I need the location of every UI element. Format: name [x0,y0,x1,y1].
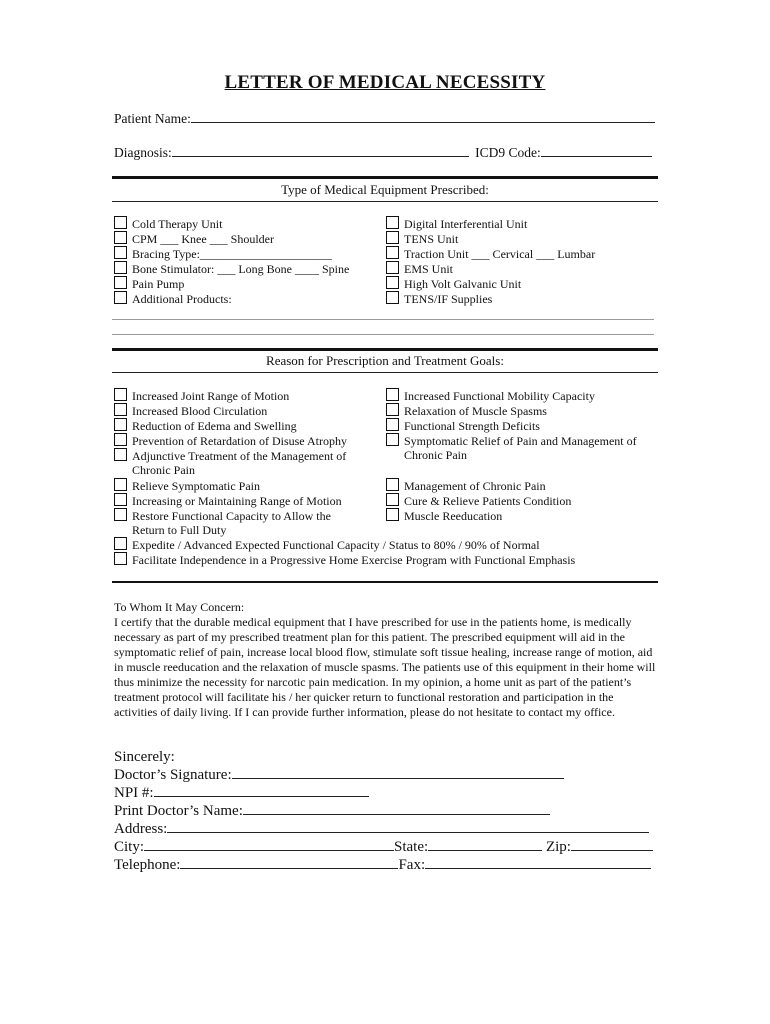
checkbox[interactable] [386,403,399,416]
checkbox-label: Chronic Pain [132,463,195,477]
city-input[interactable] [144,838,394,851]
checkbox[interactable] [114,388,127,401]
checkbox[interactable] [114,478,127,491]
checkbox-label: Traction Unit ___ Cervical ___ Lumbar [404,247,596,261]
letter-text: I certify that the durable medical equipment that I have prescribed for use in the patients home, is medically necessary as part of my prescribed treatment plan for this patient. The prescribed equipment will aid in the symptomatic relief of pain, increase local blood flow, stimulate soft tissue healing, increase range of motion, aid in muscle reeducation and the relaxation of muscle spasms. The patients use of this equipment in their home will thus minimize the necessity for narcotic pain medication. In my opinion, a home unit as part of the patient’s treatment protocol will facilitate his / her quicker return to functional restoration and participation in the activities of daily living. If I can provide further information, please do not hesitate to contact my office. [114,615,656,719]
sincerely-text: Sincerely: [114,749,175,765]
checkbox-item[interactable] [114,403,267,419]
checkbox[interactable] [386,478,399,491]
checkbox-label: Digital Interferential Unit [404,217,528,231]
checkbox-label: TENS Unit [404,232,459,246]
checkbox-item[interactable] [114,508,331,524]
checkbox[interactable] [114,403,127,416]
doctor-signature-field [114,766,564,784]
letter-body [114,600,659,720]
telephone-input[interactable] [180,856,398,869]
checkbox[interactable] [386,261,399,274]
checkbox-label: Functional Strength Deficits [404,419,540,433]
npi-input[interactable] [154,784,369,797]
checkbox-label: TENS/IF Supplies [404,292,493,306]
checkbox-item[interactable] [386,478,546,494]
checkbox-label: Restore Functional Capacity to Allow the [132,509,331,523]
checkbox-label: Additional Products: [132,292,232,306]
checkbox-item[interactable] [386,246,595,262]
checkbox-label-continuation [114,523,226,538]
checkbox-label: Bone Stimulator: ___ Long Bone ____ Spine [132,262,350,276]
checkbox-item[interactable] [114,537,540,553]
patient-name-input[interactable] [191,110,655,123]
checkbox-item[interactable] [386,508,502,524]
checkbox[interactable] [114,537,127,550]
checkbox-label: Increased Joint Range of Motion [132,389,290,403]
checkbox-item[interactable] [114,478,260,494]
checkbox[interactable] [114,291,127,304]
checkbox[interactable] [386,508,399,521]
checkbox[interactable] [114,552,127,565]
checkbox-label: Expedite / Advanced Expected Functional Capacity / Status to 80% / 90% of Normal [132,538,540,552]
fax-label: Fax: [398,857,426,873]
checkbox-label: Relaxation of Muscle Spasms [404,404,547,418]
checkbox-item[interactable] [114,231,274,247]
checkbox[interactable] [114,448,127,461]
checkbox[interactable] [386,291,399,304]
npi-label: NPI #: [114,785,154,801]
checkbox-label: CPM ___ Knee ___ Shoulder [132,232,274,246]
checkbox-item[interactable] [386,418,540,434]
checkbox-label: Adjunctive Treatment of the Management of [132,449,347,463]
checkbox-item[interactable] [386,216,527,232]
checkbox[interactable] [114,508,127,521]
zip-input[interactable] [571,838,653,851]
state-label: State: [394,839,429,855]
checkbox[interactable] [114,276,127,289]
equipment-heading: Type of Medical Equipment Prescribed: [281,182,489,197]
diagnosis-input[interactable] [172,144,469,157]
checkbox[interactable] [114,261,127,274]
zip-label: Zip: [545,839,571,855]
checkbox[interactable] [114,433,127,446]
additional-products-line[interactable] [112,319,654,320]
checkbox-label: Cold Therapy Unit [132,217,223,231]
checkbox-item[interactable] [114,418,297,434]
checkbox-label: Prevention of Retardation of Disuse Atrophy [132,434,347,448]
reasons-heading: Reason for Prescription and Treatment Goals: [266,353,504,368]
checkbox[interactable] [386,246,399,259]
checkbox[interactable] [386,418,399,431]
checkbox-item[interactable] [114,388,289,404]
checkbox-item[interactable] [114,261,349,277]
checkbox-label: Management of Chronic Pain [404,479,546,493]
checkbox-label: Chronic Pain [404,448,467,462]
checkbox[interactable] [114,231,127,244]
icd9-input[interactable] [541,144,652,157]
checkbox-label: Increased Functional Mobility Capacity [404,389,595,403]
checkbox-item[interactable] [386,388,595,404]
checkbox-label: Return to Full Duty [132,523,227,537]
state-input[interactable] [428,838,542,851]
checkbox[interactable] [386,276,399,289]
letter-salutation: To Whom It May Concern: [114,600,245,614]
print-name-field [114,802,550,820]
checkbox-label: Facilitate Independence in a Progressive Home Exercise Program with Functional Emphasis [132,553,576,567]
checkbox[interactable] [114,216,127,229]
print-name-input[interactable] [243,802,550,815]
npi-field [114,784,369,802]
checkbox-label: Cure & Relieve Patients Condition [404,494,572,508]
checkbox-item[interactable] [114,433,347,449]
city-state-zip-field [114,838,653,856]
checkbox[interactable] [386,231,399,244]
section-rule [112,348,658,351]
address-field [114,820,649,838]
checkbox-label: Bracing Type:______________________ [132,247,332,261]
checkbox-item[interactable] [114,448,346,464]
checkbox-item[interactable] [114,291,232,307]
checkbox-label: Symptomatic Relief of Pain and Management of [404,434,637,448]
city-label: City: [114,839,145,855]
telephone-label: Telephone: [114,857,181,873]
checkbox-item[interactable] [114,216,222,232]
checkbox-label: Pain Pump [132,277,185,291]
checkbox[interactable] [386,493,399,506]
fax-input[interactable] [425,856,651,869]
section-rule [112,176,658,179]
checkbox-label-continuation [114,463,195,478]
patient-name-field [114,110,655,127]
checkbox-label: Increased Blood Circulation [132,404,268,418]
checkbox-label: Relieve Symptomatic Pain [132,479,260,493]
checkbox-item[interactable] [114,493,342,509]
checkbox-item[interactable] [386,493,571,509]
checkbox-label: Increasing or Maintaining Range of Motion [132,494,342,508]
section-rule [112,581,658,583]
checkbox[interactable] [114,493,127,506]
checkbox-item[interactable] [386,433,637,449]
additional-products-line[interactable] [112,334,654,335]
patient-name-label: Patient Name: [114,111,191,126]
checkbox-item[interactable] [114,552,575,568]
checkbox[interactable] [386,433,399,446]
checkbox-item[interactable] [114,246,332,262]
diagnosis-field [114,144,652,161]
checkbox-label: High Volt Galvanic Unit [404,277,522,291]
checkbox-label: Reduction of Edema and Swelling [132,419,297,433]
checkbox[interactable] [114,246,127,259]
print-name-label: Print Doctor’s Name: [114,803,243,819]
checkbox-item[interactable] [386,276,521,292]
checkbox-item[interactable] [386,231,458,247]
checkbox[interactable] [386,216,399,229]
telephone-fax-field [114,856,651,874]
checkbox[interactable] [386,388,399,401]
checkbox-label: Muscle Reeducation [404,509,503,523]
section-divider [112,372,658,373]
checkbox-item[interactable] [114,276,184,292]
doctor-signature-input[interactable] [232,766,564,779]
diagnosis-label: Diagnosis: [114,145,172,160]
checkbox-label-continuation [386,448,467,463]
section-divider [112,201,658,202]
checkbox-item[interactable] [386,291,492,307]
address-input[interactable] [167,820,649,833]
icd9-label: ICD9 Code: [475,145,541,160]
checkbox-label: EMS Unit [404,262,454,276]
checkbox-item[interactable] [386,403,547,419]
page-title: LETTER OF MEDICAL NECESSITY [224,72,546,93]
checkbox[interactable] [114,418,127,431]
checkbox-item[interactable] [386,261,453,277]
address-label: Address: [114,821,168,837]
doctor-signature-label: Doctor’s Signature: [114,767,232,783]
